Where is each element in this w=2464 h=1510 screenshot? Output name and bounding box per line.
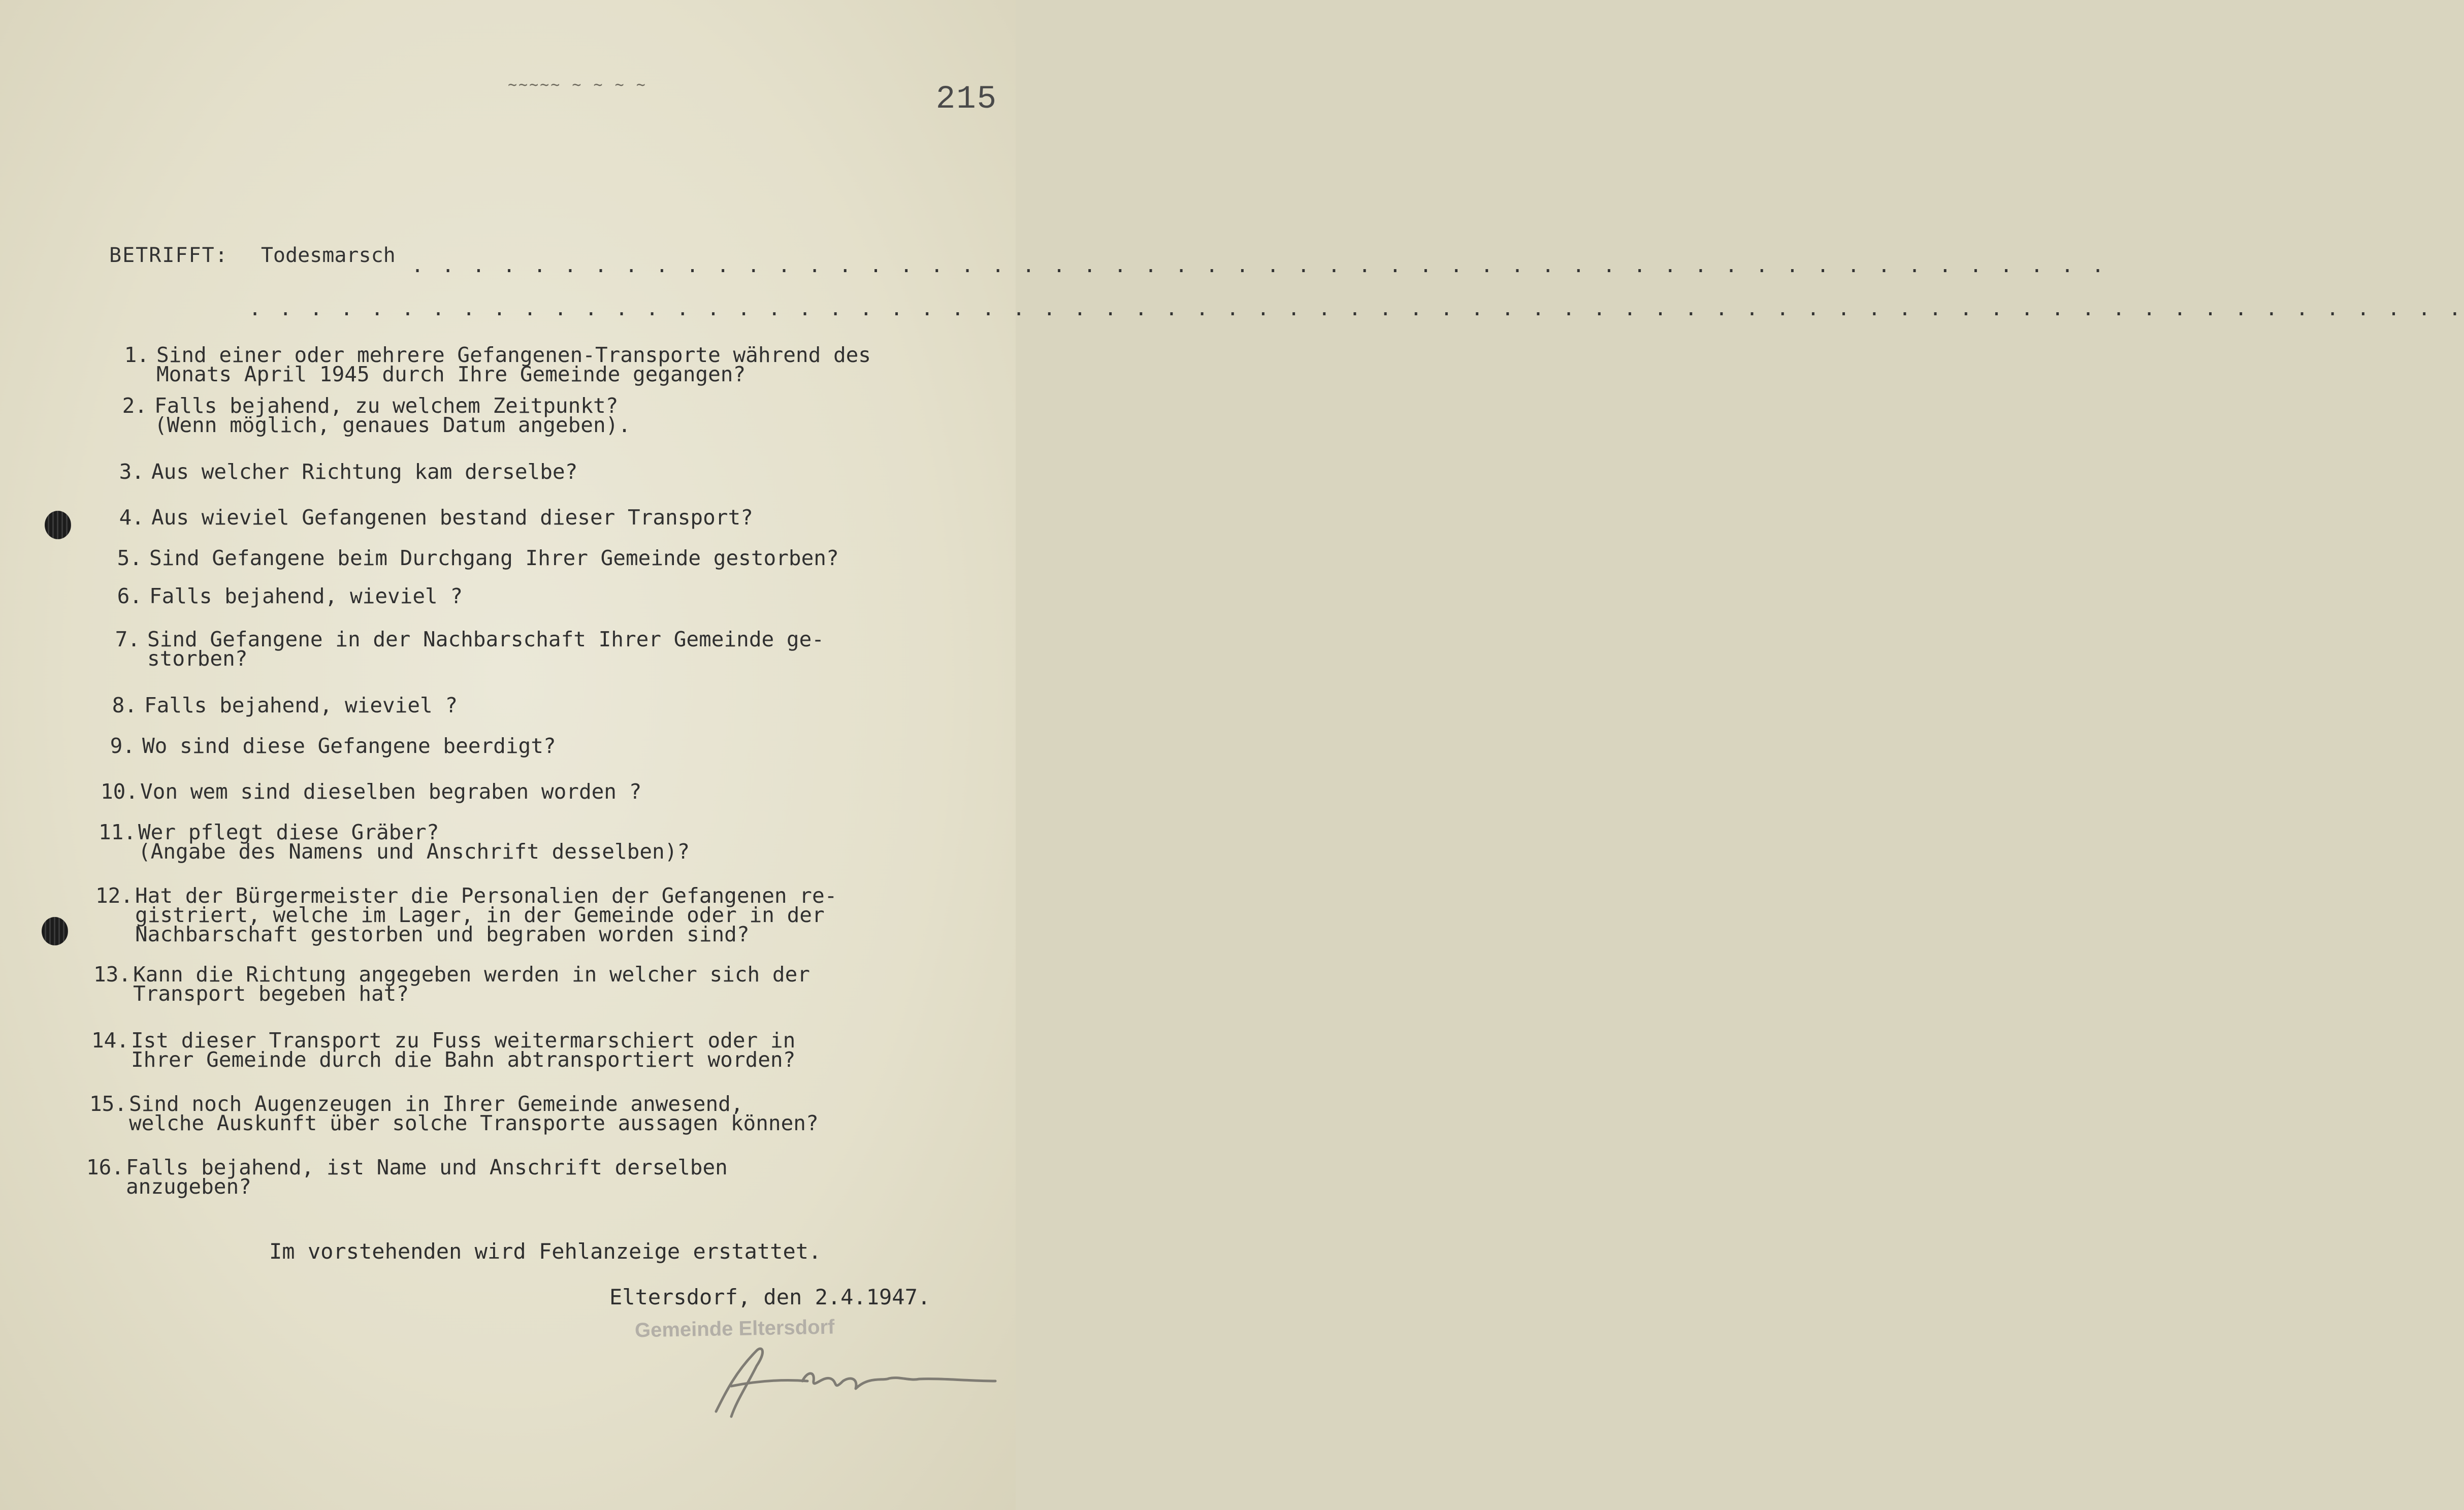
question-item	[108, 627, 824, 671]
question-number: 16.	[86, 1155, 124, 1179]
question-text: Wer pflegt diese Gräber? (Angabe des Namens und Anschrift desselben)?	[138, 820, 690, 864]
question-number: 6.	[117, 584, 142, 608]
question-text: Sind noch Augenzeugen in Ihrer Gemeinde anwesend, welche Auskunft über solche Transporte aussagen können?	[129, 1092, 819, 1135]
question-number: 11.	[99, 820, 137, 844]
question-item	[110, 586, 463, 606]
question-item	[86, 1155, 728, 1199]
question-item	[99, 820, 690, 864]
place-date: Eltersdorf, den 2.4.1947.	[609, 1285, 931, 1309]
question-text: Aus welcher Richtung kam derselbe?	[151, 459, 578, 484]
statement: Im vorstehenden wird Fehlanzeige erstattet.	[269, 1239, 822, 1264]
question-item	[103, 736, 556, 756]
question-number: 4.	[119, 505, 144, 530]
question-text: Sind einer oder mehrere Gefangenen-Transporte während des Monats April 1945 durch Ihre Gemeinde gegangen?	[156, 343, 871, 386]
question-text: Sind Gefangene in der Nachbarschaft Ihrer Gemeinde ge- storben?	[147, 627, 824, 671]
subject-label: BETRIFFT:	[109, 244, 229, 267]
punch-hole-bottom	[42, 917, 68, 945]
question-number: 15.	[89, 1092, 127, 1116]
question-item	[115, 393, 631, 437]
question-text: Kann die Richtung angegeben werden in welcher sich der Transport begeben hat?	[133, 962, 810, 1006]
subject-dotted-line: . . . . . . . . . . . . . . . . . . . . . . . . . . . . . . . . . . . . . . . . . . . . . . . . . . . . . . . .	[411, 254, 2108, 277]
question-number: 7.	[115, 627, 140, 651]
question-text: Falls bejahend, ist Name und Anschrift derselben anzugeben?	[126, 1155, 728, 1199]
subject-dotted-line-2: . . . . . . . . . . . . . . . . . . . . . . . . . . . . . . . . . . . . . . . . . . . . . . . . . . . . . . . . . . . . . . . . . . . . . . . . .	[249, 297, 2464, 320]
question-text: Ist dieser Transport zu Fuss weitermarschiert oder in Ihrer Gemeinde durch die Bahn abtransportiert worden?	[131, 1028, 796, 1072]
question-text: Hat der Bürgermeister die Personalien der Gefangenen re- gistriert, welche im Lager, in der Gemeinde oder in der Nachbarschaft gestorben und begraben worden sind?	[135, 883, 837, 946]
question-item	[93, 962, 810, 1006]
question-item	[105, 693, 458, 717]
question-text: Sind Gefangene beim Durchgang Ihrer Gemeinde gestorben?	[149, 546, 839, 570]
question-text: Wo sind diese Gefangene beerdigt?	[142, 734, 556, 758]
question-item	[112, 459, 578, 484]
question-number: 10.	[101, 779, 139, 804]
question-text: Aus wieviel Gefangenen bestand dieser Transport?	[151, 505, 753, 530]
question-number: 13.	[93, 962, 132, 987]
question-item	[101, 779, 642, 804]
question-text: Von wem sind dieselben begraben worden ?	[140, 779, 642, 804]
subject-value: Todesmarsch	[261, 244, 396, 267]
punch-hole-top	[45, 511, 71, 539]
question-item	[95, 883, 837, 946]
question-number: 8.	[112, 693, 137, 717]
signature-image	[655, 1330, 1000, 1422]
question-number: 9.	[110, 734, 135, 758]
header-smudge: ~~~~~ ~ ~ ~ ~	[508, 76, 647, 94]
question-text: Falls bejahend, wieviel ?	[149, 584, 463, 608]
question-text: Falls bejahend, zu welchem Zeitpunkt? (Wenn möglich, genaues Datum angeben).	[154, 393, 631, 437]
municipal-stamp: Gemeinde Eltersdorf	[634, 1316, 835, 1342]
question-item	[91, 1028, 796, 1072]
question-number: 1.	[124, 343, 149, 367]
question-number: 12.	[95, 883, 134, 908]
question-number: 5.	[117, 546, 142, 570]
question-number: 3.	[119, 459, 144, 484]
question-number: 14.	[91, 1028, 129, 1053]
question-item	[110, 548, 839, 568]
question-item	[112, 505, 753, 530]
question-item	[117, 345, 871, 384]
page-number: 215	[935, 81, 997, 118]
question-item	[89, 1094, 819, 1133]
question-number: 2.	[122, 393, 147, 418]
question-text: Falls bejahend, wieviel ?	[144, 693, 458, 717]
